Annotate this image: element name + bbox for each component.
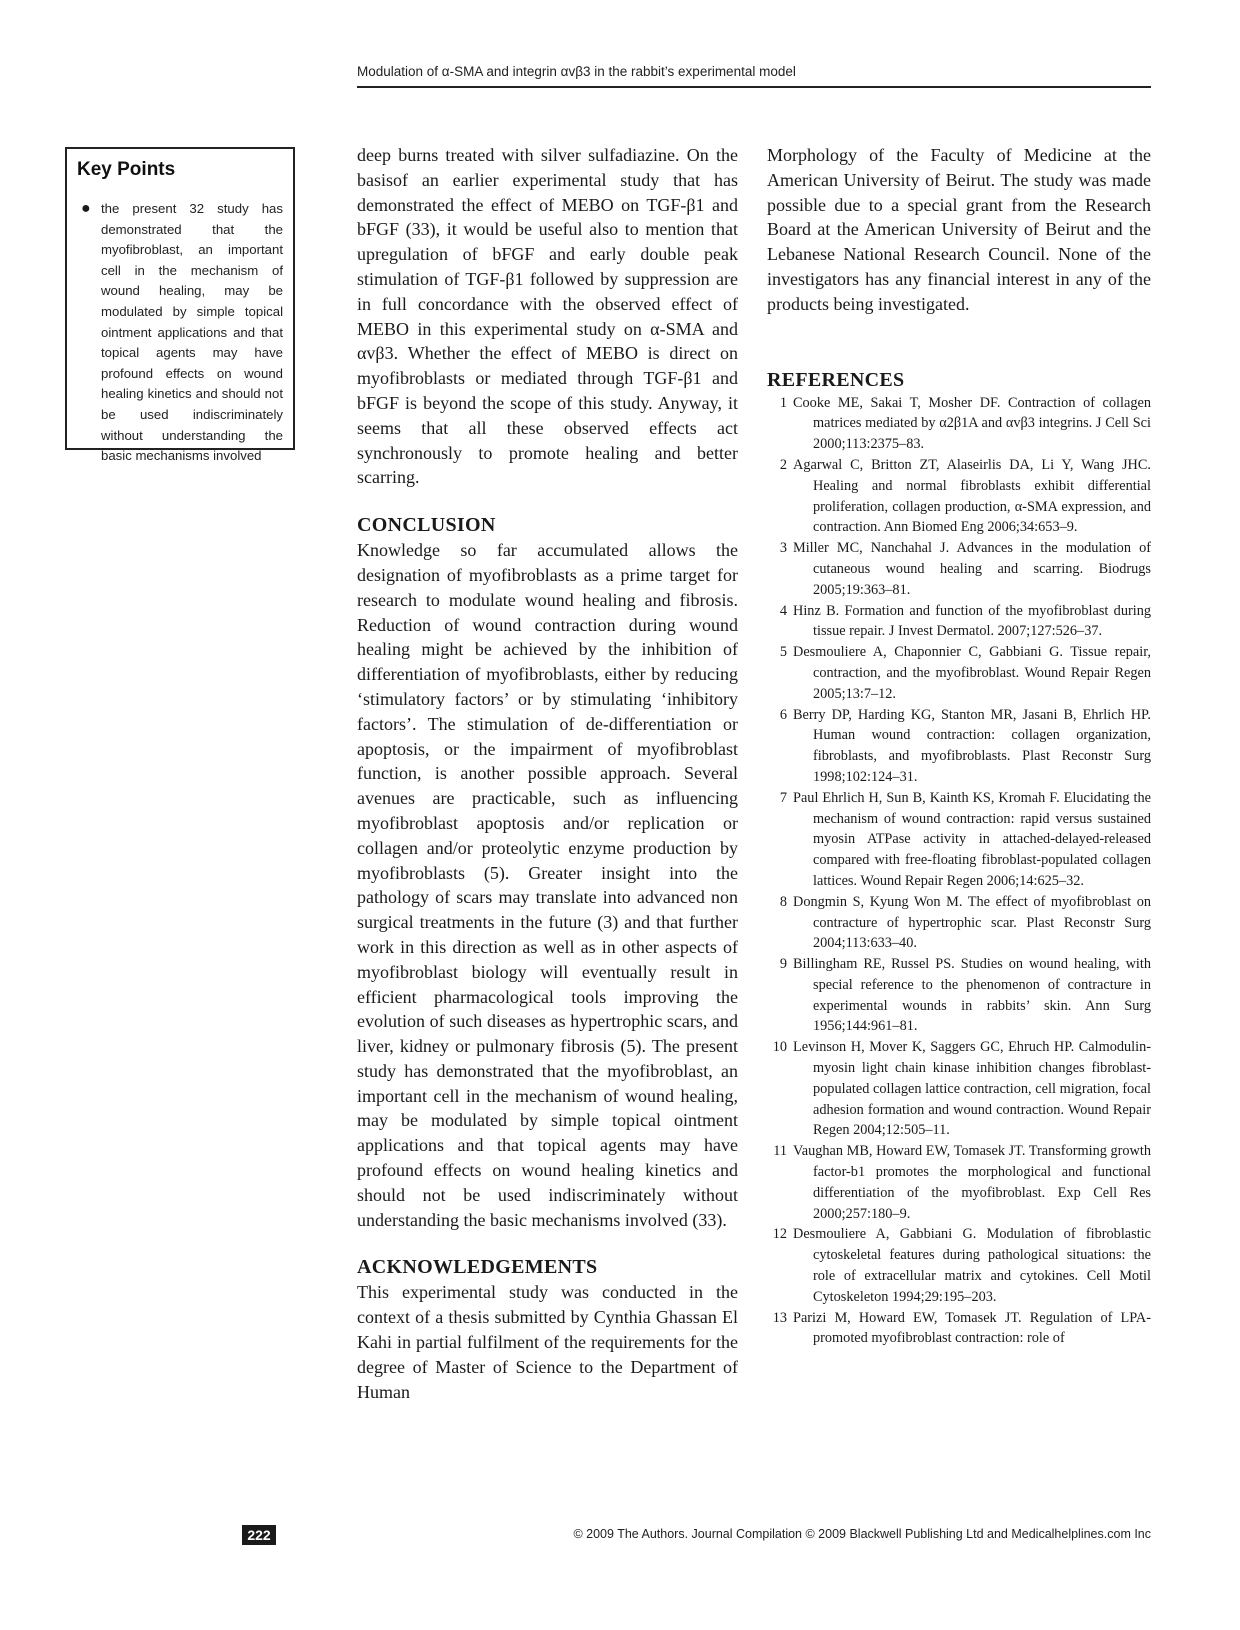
references-heading: REFERENCES [767, 368, 905, 391]
reference-item [767, 393, 1151, 455]
reference-number: 2 [779, 456, 787, 473]
reference-text: Desmouliere A, Chaponnier C, Gabbiani G. Tissue repair, contraction, and the myofibroblast. Wound Repair Regen 2005;13:7–12. [793, 644, 1151, 702]
reference-text: Levinson H, Mover K, Saggers GC, Ehruch HP. Calmodulin-myosin light chain kinase inhibition changes fibroblast-populated collagen lattice contraction, cell migration, focal adhesion formation and wound contraction. Wound Repair Regen 2004;12:505–11. [793, 1039, 1151, 1139]
reference-item [767, 455, 1151, 538]
discussion-paragraph: deep burns treated with silver sulfadiazine. On the basisof an earlier experimental study that has demonstrated the effect of MEBO on TGF-β1 and bFGF (33), it would be useful also to mention that upregulation of bFGF and early double peak stimulation of TGF-β1 followed by suppression are in full concordance with the observed effect of MEBO in this experimental study on α-SMA and αvβ3. Whether the effect of MEBO is direct on myofibroblasts or mediated through TGF-β1 and bFGF is beyond the scope of this study. Anyway, it seems that all these observed effects act synchronously to promote healing and better scarring. [357, 145, 738, 488]
header-rule [357, 86, 1151, 88]
reference-text: Miller MC, Nanchahal J. Advances in the modulation of cutaneous wound healing and scarring. Biodrugs 2005;19:363–81. [793, 540, 1151, 598]
reference-number: 11 [773, 1143, 787, 1160]
key-point-text: the present 32 study has demonstrated that the myofibroblast, an important cell in the mechanism of wound healing, may be modulated by simple topical ointment applications and that topical agents may have profound effects on wound healing kinetics and should not be used indiscriminately without understanding the basic mechanisms involved [101, 201, 283, 464]
reference-number: 13 [772, 1309, 787, 1326]
acknowledgements-continued: Morphology of the Faculty of Medicine at the American University of Beirut. The study was made possible due to a special grant from the Research Board at the American University of Beirut and the Lebanese National Research Council. None of the investigators has any financial interest in any of the products being investigated. [767, 145, 1151, 314]
reference-text: Billingham RE, Russel PS. Studies on wound healing, with special reference to the phenomenon of contracture in experimental wounds in rabbits’ skin. Ann Surg 1956;144:961–81. [793, 956, 1151, 1035]
reference-item [767, 1141, 1151, 1224]
reference-number: 1 [779, 394, 787, 411]
reference-text: Paul Ehrlich H, Sun B, Kainth KS, Kromah F. Elucidating the mechanism of wound contraction: rapid versus sustained myosin ATPase activity in attached-delayed-released compared with free-floating fibroblast-populated collagen lattices. Wound Repair Regen 2006;14:625–32. [793, 789, 1151, 889]
reference-list [767, 393, 1151, 1350]
reference-number: 5 [779, 644, 787, 661]
running-header: Modulation of α-SMA and integrin αvβ3 in the rabbit’s experimental model [357, 64, 796, 79]
reference-number: 3 [779, 540, 787, 557]
reference-item [767, 954, 1151, 1037]
middle-column [357, 143, 738, 1404]
key-points-title: Key Points [77, 159, 176, 180]
acknowledgements-paragraph: This experimental study was conducted in the context of a thesis submitted by Cynthia Ghassan El Kahi in partial fulfilment of the requirements for the degree of Master of Science to the Department of Human [357, 1282, 738, 1402]
bullet-icon: ● [81, 200, 91, 217]
acknowledgements-heading: ACKNOWLEDGEMENTS [357, 1256, 598, 1279]
conclusion-heading: CONCLUSION [357, 514, 496, 537]
reference-item [767, 601, 1151, 643]
reference-number: 12 [772, 1226, 787, 1243]
reference-text: Parizi M, Howard EW, Tomasek JT. Regulation of LPA-promoted myofibroblast contraction: role of [793, 1309, 1151, 1347]
reference-item [767, 1037, 1151, 1141]
reference-number: 4 [779, 602, 787, 619]
conclusion-paragraph: Knowledge so far accumulated allows the designation of myofibroblasts as a prime target for research to modulate wound healing and fibrosis. Reduction of wound contraction during wound healing might be achieved by the inhibition of differentiation of myofibroblasts, either by reducing ‘stimulatory factors’ or by stimulating ‘inhibitory factors’. The stimulation of de-differentiation or apoptosis, or the impairment of myofibroblast function, is another possible approach. Several avenues are practicable, such as influencing myofibroblast apoptosis and/or replication or collagen and/or proteolytic enzyme production by myofibroblasts (5). Greater insight into the pathology of scars may translate into advanced non surgical treatments in the future (3) and that further work in this direction as well as in other aspects of myofibroblast biology will eventually result in efficient pharmacological tools improving the evolution of such diseases as hypertrophic scars, and liver, kidney or pulmonary fibrosis (5). The present study has demonstrated that the myofibroblast, an important cell in the mechanism of wound healing, may be modulated by simple topical ointment applications and that topical agents may have profound effects on wound healing kinetics and should not be used indiscriminately without understanding the basic mechanisms involved (33). [357, 540, 738, 1230]
reference-text: Vaughan MB, Howard EW, Tomasek JT. Transforming growth factor-b1 promotes the morphological and functional differentiation of the myofibroblast. Exp Cell Res 2000;257:180–9. [793, 1143, 1151, 1222]
reference-number: 10 [772, 1039, 787, 1056]
reference-text: Dongmin S, Kyung Won M. The effect of myofibroblast on contracture of hypertrophic scar. Plast Reconstr Surg 2004;113:633–40. [793, 893, 1151, 952]
reference-item [767, 1308, 1151, 1350]
reference-item [767, 642, 1151, 704]
reference-item [767, 538, 1151, 600]
reference-number: 8 [779, 893, 787, 910]
right-column [767, 143, 1151, 1349]
key-points-box [65, 147, 295, 464]
reference-text: Agarwal C, Britton ZT, Alaseirlis DA, Li Y, Wang JHC. Healing and normal fibroblasts exhibit differential proliferation, collagen production, α-SMA expression, and contraction. Ann Biomed Eng 2006;34:653–9. [793, 456, 1151, 536]
reference-number: 6 [779, 706, 787, 723]
reference-item [767, 1224, 1151, 1307]
key-point-item [77, 199, 283, 467]
reference-item [767, 892, 1151, 954]
reference-text: Cooke ME, Sakai T, Mosher DF. Contraction of collagen matrices mediated by α2β1A and αvβ3 integrins. J Cell Sci 2000;113:2375–83. [793, 394, 1151, 453]
reference-text: Desmouliere A, Gabbiani G. Modulation of fibroblastic cytoskeletal features during pathological situations: the role of extracellular matrix and cytokines. Cell Motil Cytoskeleton 1994;29:195–203. [793, 1226, 1151, 1305]
reference-item [767, 788, 1151, 892]
reference-number: 9 [779, 956, 787, 973]
reference-text: Berry DP, Harding KG, Stanton MR, Jasani B, Ehrlich HP. Human wound contraction: collagen organization, fibroblasts, and myofibroblasts. Plast Reconstr Surg 1998;102:124–31. [793, 706, 1151, 785]
reference-number: 7 [779, 789, 787, 806]
page-number: 222 [242, 1525, 276, 1545]
copyright-footer: © 2009 The Authors. Journal Compilation © 2009 Blackwell Publishing Ltd and Medicalhelplines.com Inc [573, 1527, 1151, 1541]
reference-text: Hinz B. Formation and function of the myofibroblast during tissue repair. J Invest Dermatol. 2007;127:526–37. [793, 602, 1151, 640]
reference-item [767, 705, 1151, 788]
